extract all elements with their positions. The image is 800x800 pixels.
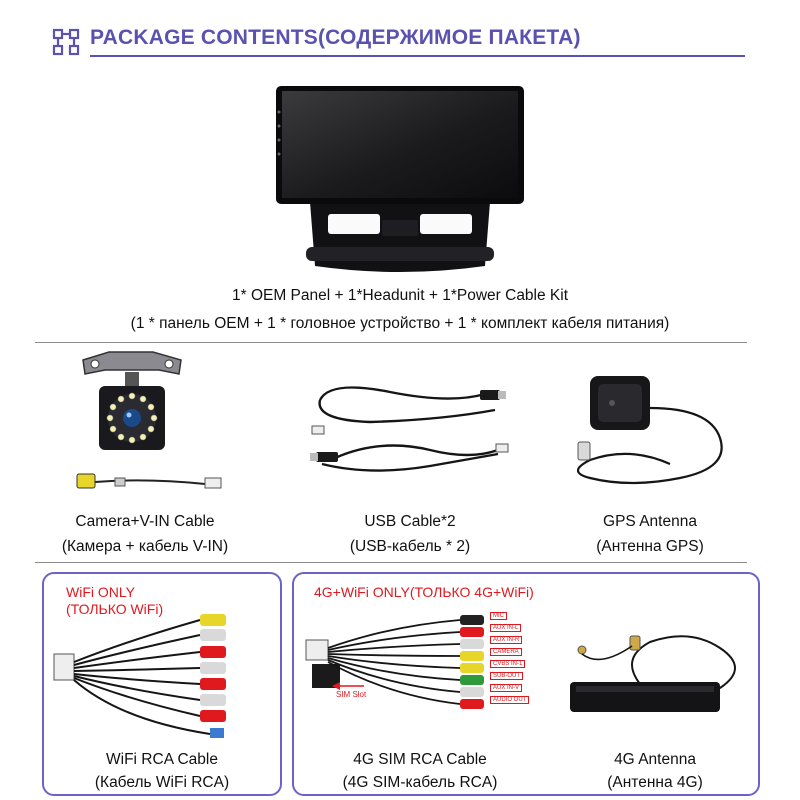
rca-tag: AUX IN-V <box>490 684 522 692</box>
rca-tag: AUDIO OUT <box>490 696 529 704</box>
sim-slot-label: SIM Slot <box>336 690 367 699</box>
wifi-only-label: WiFi ONLY <box>66 584 135 600</box>
rca-tag: SUB-OUT <box>490 672 523 680</box>
rca-tag: MIC <box>490 612 507 620</box>
package-grid-icon <box>52 28 80 56</box>
rca-tag: AUX IN-L <box>490 624 521 632</box>
4g-antenna-image <box>560 628 750 738</box>
wifi-rca-caption-ru: (Кабель WiFi RCA) <box>94 774 230 791</box>
headunit-caption-en: 1* OEM Panel + 1*Headunit + 1*Power Cable Kit <box>231 287 569 304</box>
rca-tag: AUX IN-R <box>490 636 522 644</box>
headunit-image <box>270 82 530 272</box>
wifi-rca-cable-image <box>50 610 250 740</box>
header <box>0 0 800 64</box>
divider <box>35 562 747 563</box>
wifi-rca-caption-en: WiFi RCA Cable <box>106 751 218 768</box>
usb-caption-en: USB Cable*2 <box>364 513 456 530</box>
gps-caption-ru: (Антенна GPS) <box>596 538 704 555</box>
rca-tag: CAMERA <box>490 648 522 656</box>
camera-image <box>55 350 235 500</box>
gps-caption-en: GPS Antenna <box>603 513 697 530</box>
usb-cable-image <box>310 380 510 480</box>
title-underline <box>90 55 745 57</box>
camera-caption-ru: (Камера + кабель V-IN) <box>61 538 229 555</box>
camera-caption-en: Camera+V-IN Cable <box>75 513 215 530</box>
divider <box>35 342 747 343</box>
4g-sim-rca-caption-ru: (4G SIM-кабель RCA) <box>342 774 498 791</box>
4g-sim-rca-caption-en: 4G SIM RCA Cable <box>353 751 487 768</box>
usb-caption-ru: (USB-кабель * 2) <box>349 538 471 555</box>
headunit-caption-ru: (1 * панель OEM + 1 * головное устройство + 1 * комплект кабеля питания) <box>130 315 670 332</box>
4g-wifi-only-label: 4G+WiFi ONLY(ТОЛЬКО 4G+WiFi) <box>314 584 534 600</box>
4g-antenna-caption-en: 4G Antenna <box>614 751 696 768</box>
wifi-only-label-ru: (ТОЛЬКО WiFi) <box>66 601 164 617</box>
4g-antenna-caption-ru: (Антенна 4G) <box>607 774 703 791</box>
page-title: PACKAGE CONTENTS(СОДЕРЖИМОЕ ПАКЕТА) <box>90 26 581 49</box>
rca-tag: CVBS IN-1 <box>490 660 525 668</box>
gps-antenna-image <box>570 368 740 500</box>
